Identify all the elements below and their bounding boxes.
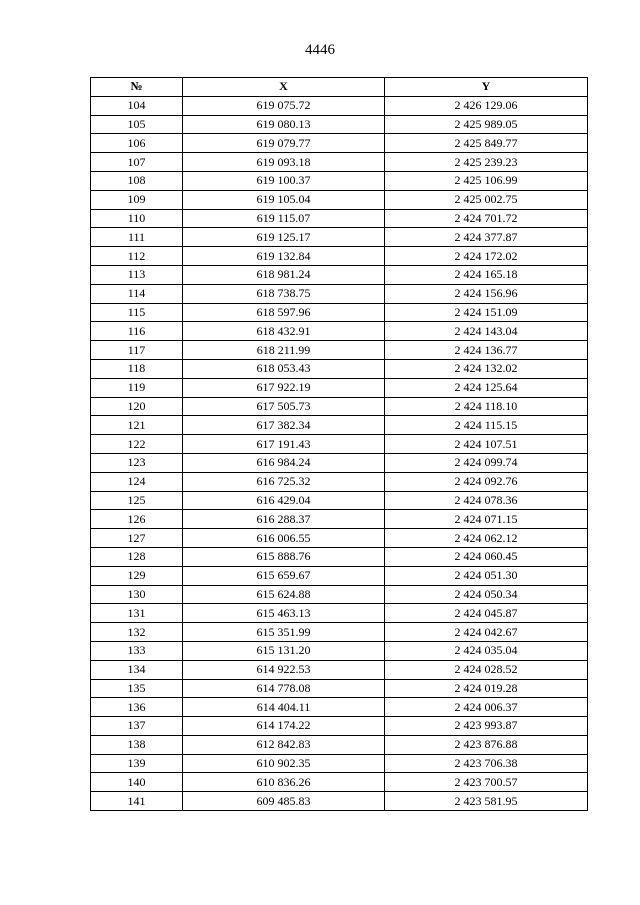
cell-y: 2 423 993.87 <box>385 717 588 736</box>
cell-number: 132 <box>91 623 183 642</box>
cell-y: 2 426 129.06 <box>385 96 588 115</box>
table-row <box>91 171 588 190</box>
table-row <box>91 115 588 134</box>
cell-x: 619 132.84 <box>183 247 385 266</box>
coordinates-table <box>90 77 588 811</box>
table-row <box>91 604 588 623</box>
table-row <box>91 754 588 773</box>
cell-y: 2 424 071.15 <box>385 510 588 529</box>
cell-number: 110 <box>91 209 183 228</box>
cell-x: 618 597.96 <box>183 303 385 322</box>
cell-number: 139 <box>91 754 183 773</box>
table-row <box>91 623 588 642</box>
table-row <box>91 190 588 209</box>
table-row <box>91 284 588 303</box>
table-row <box>91 153 588 172</box>
cell-y: 2 424 701.72 <box>385 209 588 228</box>
cell-number: 124 <box>91 472 183 491</box>
cell-x: 615 351.99 <box>183 623 385 642</box>
table-row <box>91 585 588 604</box>
cell-y: 2 424 028.52 <box>385 660 588 679</box>
cell-y: 2 424 099.74 <box>385 453 588 472</box>
cell-y: 2 423 581.95 <box>385 792 588 811</box>
cell-number: 112 <box>91 247 183 266</box>
cell-number: 106 <box>91 134 183 153</box>
cell-y: 2 424 062.12 <box>385 529 588 548</box>
cell-number: 119 <box>91 378 183 397</box>
cell-number: 111 <box>91 228 183 247</box>
cell-x: 615 131.20 <box>183 641 385 660</box>
cell-x: 614 174.22 <box>183 717 385 736</box>
cell-x: 619 100.37 <box>183 171 385 190</box>
cell-y: 2 425 989.05 <box>385 115 588 134</box>
cell-y: 2 424 019.28 <box>385 679 588 698</box>
cell-y: 2 424 060.45 <box>385 547 588 566</box>
cell-x: 616 429.04 <box>183 491 385 510</box>
cell-x: 619 075.72 <box>183 96 385 115</box>
cell-x: 619 079.77 <box>183 134 385 153</box>
cell-x: 614 778.08 <box>183 679 385 698</box>
table-row <box>91 529 588 548</box>
cell-x: 619 125.17 <box>183 228 385 247</box>
cell-number: 136 <box>91 698 183 717</box>
table-row <box>91 378 588 397</box>
header-x: X <box>183 78 385 97</box>
cell-number: 105 <box>91 115 183 134</box>
cell-number: 141 <box>91 792 183 811</box>
cell-x: 618 738.75 <box>183 284 385 303</box>
cell-y: 2 425 239.23 <box>385 153 588 172</box>
table-row <box>91 566 588 585</box>
table-header-row <box>91 78 588 97</box>
table-row <box>91 698 588 717</box>
cell-number: 140 <box>91 773 183 792</box>
cell-y: 2 424 377.87 <box>385 228 588 247</box>
table-row <box>91 397 588 416</box>
cell-y: 2 424 125.64 <box>385 378 588 397</box>
cell-y: 2 425 002.75 <box>385 190 588 209</box>
cell-number: 116 <box>91 322 183 341</box>
cell-x: 615 659.67 <box>183 566 385 585</box>
cell-x: 614 404.11 <box>183 698 385 717</box>
cell-number: 125 <box>91 491 183 510</box>
cell-x: 610 836.26 <box>183 773 385 792</box>
table-row <box>91 679 588 698</box>
cell-number: 138 <box>91 735 183 754</box>
cell-x: 610 902.35 <box>183 754 385 773</box>
cell-y: 2 424 132.02 <box>385 359 588 378</box>
cell-x: 619 093.18 <box>183 153 385 172</box>
cell-y: 2 424 050.34 <box>385 585 588 604</box>
cell-x: 615 463.13 <box>183 604 385 623</box>
table-row <box>91 453 588 472</box>
cell-x: 612 842.83 <box>183 735 385 754</box>
cell-number: 113 <box>91 265 183 284</box>
cell-y: 2 423 706.38 <box>385 754 588 773</box>
table-row <box>91 265 588 284</box>
cell-number: 131 <box>91 604 183 623</box>
cell-number: 122 <box>91 435 183 454</box>
cell-number: 118 <box>91 359 183 378</box>
cell-x: 616 006.55 <box>183 529 385 548</box>
header-y: Y <box>385 78 588 97</box>
cell-x: 618 432.91 <box>183 322 385 341</box>
cell-number: 133 <box>91 641 183 660</box>
cell-number: 126 <box>91 510 183 529</box>
table-row <box>91 510 588 529</box>
cell-y: 2 424 156.96 <box>385 284 588 303</box>
cell-x: 617 382.34 <box>183 416 385 435</box>
table-row <box>91 341 588 360</box>
cell-number: 121 <box>91 416 183 435</box>
cell-number: 107 <box>91 153 183 172</box>
cell-x: 618 053.43 <box>183 359 385 378</box>
cell-number: 120 <box>91 397 183 416</box>
cell-x: 615 888.76 <box>183 547 385 566</box>
cell-y: 2 424 151.09 <box>385 303 588 322</box>
cell-x: 619 105.04 <box>183 190 385 209</box>
cell-y: 2 424 045.87 <box>385 604 588 623</box>
header-number: № <box>91 78 183 97</box>
cell-x: 616 288.37 <box>183 510 385 529</box>
table-row <box>91 303 588 322</box>
cell-x: 617 505.73 <box>183 397 385 416</box>
cell-x: 615 624.88 <box>183 585 385 604</box>
cell-y: 2 424 006.37 <box>385 698 588 717</box>
cell-x: 617 191.43 <box>183 435 385 454</box>
cell-y: 2 424 035.04 <box>385 641 588 660</box>
cell-number: 135 <box>91 679 183 698</box>
cell-x: 619 115.07 <box>183 209 385 228</box>
table-body <box>91 96 588 810</box>
cell-x: 609 485.83 <box>183 792 385 811</box>
cell-number: 104 <box>91 96 183 115</box>
table-row <box>91 491 588 510</box>
cell-y: 2 425 849.77 <box>385 134 588 153</box>
cell-y: 2 424 092.76 <box>385 472 588 491</box>
cell-x: 617 922.19 <box>183 378 385 397</box>
table-row <box>91 792 588 811</box>
table-row <box>91 717 588 736</box>
cell-number: 130 <box>91 585 183 604</box>
table-row <box>91 660 588 679</box>
cell-number: 109 <box>91 190 183 209</box>
table-row <box>91 322 588 341</box>
cell-y: 2 424 143.04 <box>385 322 588 341</box>
cell-y: 2 423 700.57 <box>385 773 588 792</box>
cell-number: 117 <box>91 341 183 360</box>
table-row <box>91 547 588 566</box>
cell-number: 127 <box>91 529 183 548</box>
table-row <box>91 773 588 792</box>
cell-y: 2 424 118.10 <box>385 397 588 416</box>
cell-y: 2 424 136.77 <box>385 341 588 360</box>
cell-number: 129 <box>91 566 183 585</box>
cell-y: 2 424 107.51 <box>385 435 588 454</box>
cell-x: 614 922.53 <box>183 660 385 679</box>
cell-x: 618 981.24 <box>183 265 385 284</box>
cell-x: 619 080.13 <box>183 115 385 134</box>
cell-y: 2 423 876.88 <box>385 735 588 754</box>
cell-x: 616 984.24 <box>183 453 385 472</box>
cell-y: 2 424 051.30 <box>385 566 588 585</box>
cell-number: 108 <box>91 171 183 190</box>
cell-y: 2 424 165.18 <box>385 265 588 284</box>
table-row <box>91 641 588 660</box>
table-row <box>91 247 588 266</box>
cell-number: 115 <box>91 303 183 322</box>
cell-y: 2 424 172.02 <box>385 247 588 266</box>
table-row <box>91 735 588 754</box>
table-row <box>91 134 588 153</box>
table-row <box>91 435 588 454</box>
table-row <box>91 228 588 247</box>
cell-number: 137 <box>91 717 183 736</box>
cell-y: 2 424 115.15 <box>385 416 588 435</box>
cell-x: 616 725.32 <box>183 472 385 491</box>
table-row <box>91 209 588 228</box>
cell-number: 123 <box>91 453 183 472</box>
cell-y: 2 424 078.36 <box>385 491 588 510</box>
cell-number: 114 <box>91 284 183 303</box>
table-row <box>91 416 588 435</box>
table-row <box>91 472 588 491</box>
cell-y: 2 425 106.99 <box>385 171 588 190</box>
cell-y: 2 424 042.67 <box>385 623 588 642</box>
cell-x: 618 211.99 <box>183 341 385 360</box>
cell-number: 134 <box>91 660 183 679</box>
table-row <box>91 359 588 378</box>
page-number: 4446 <box>305 42 335 58</box>
table-row <box>91 96 588 115</box>
cell-number: 128 <box>91 547 183 566</box>
